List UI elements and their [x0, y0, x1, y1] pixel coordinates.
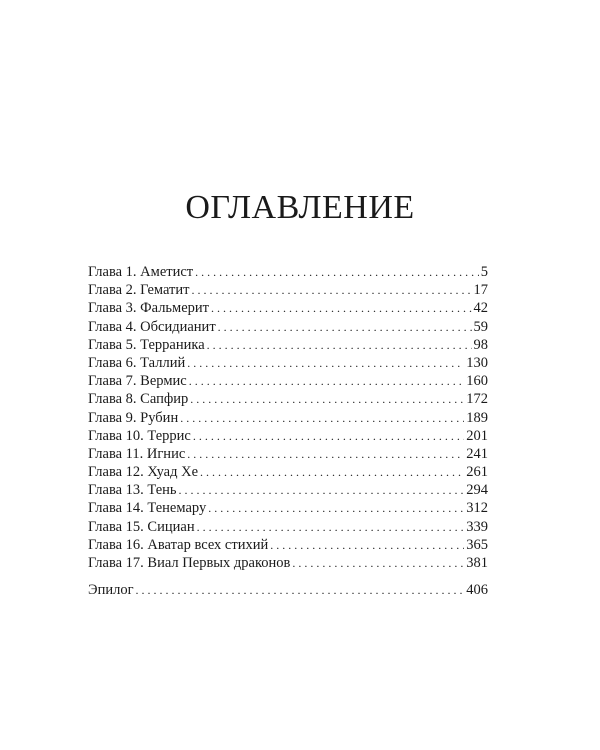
toc-entry-page: 312: [466, 500, 488, 517]
toc-entry: [88, 536, 488, 554]
toc-entry-label: Глава 10. Террис: [88, 427, 191, 444]
toc-entry: [88, 445, 488, 463]
toc-entry-label: Глава 2. Гематит: [88, 282, 190, 299]
toc-entry-label: Глава 8. Сапфир: [88, 391, 189, 408]
toc-entry-page: 241: [466, 445, 488, 462]
toc-entry-page: 339: [466, 518, 488, 535]
toc-list: [88, 263, 488, 572]
dot-leader: [193, 427, 464, 445]
toc-entry-page: 261: [466, 464, 488, 481]
dot-leader: [207, 336, 472, 354]
dot-leader: [136, 581, 465, 599]
toc-entry-page: 17: [473, 282, 488, 299]
dot-leader: [270, 536, 464, 554]
toc-entry: [88, 427, 488, 445]
dot-leader: [187, 445, 464, 463]
dot-leader: [191, 281, 471, 299]
dot-leader: [292, 554, 464, 572]
dot-leader: [197, 518, 465, 536]
toc-entry: [88, 281, 488, 299]
toc-entry-label: Эпилог: [88, 582, 134, 598]
toc-entry: [88, 499, 488, 517]
toc-entry-label: Глава 7. Вермис: [88, 373, 187, 390]
toc-entry: [88, 463, 488, 481]
toc-entry-label: Глава 16. Аватар всех стихий: [88, 536, 269, 553]
toc-entry-label: Глава 15. Сициан: [88, 518, 195, 535]
toc-entry-epilogue: [88, 581, 488, 599]
toc-entry-page: 381: [466, 555, 488, 571]
dot-leader: [189, 372, 465, 390]
toc-entry: [88, 518, 488, 536]
toc-entry: [88, 554, 488, 572]
toc-entry: [88, 263, 488, 281]
toc-entry-page: 189: [466, 409, 488, 426]
toc-entry-page: 172: [466, 391, 488, 408]
dot-leader: [190, 390, 464, 408]
toc-entry-page: 59: [473, 318, 488, 335]
toc-entry-label: Глава 5. Терраника: [88, 336, 205, 353]
toc-entry: [88, 481, 488, 499]
toc-entry-label: Глава 17. Виал Первых драконов: [88, 555, 291, 571]
page-title: ОГЛАВЛЕНИЕ: [185, 189, 415, 226]
toc-entry: [88, 372, 488, 390]
dot-leader: [180, 409, 464, 427]
toc-entry-page: 201: [466, 427, 488, 444]
dot-leader: [218, 318, 472, 336]
dot-leader: [211, 299, 471, 317]
dot-leader: [200, 463, 464, 481]
toc-entry-page: 98: [473, 336, 488, 353]
toc-entry-page: 5: [480, 264, 488, 280]
toc-entry-label: Глава 9. Рубин: [88, 409, 179, 426]
toc-entry-page: 365: [466, 536, 488, 553]
toc-entry-page: 130: [466, 354, 488, 371]
toc-entry-page: 406: [466, 582, 488, 598]
toc-entry-page: 42: [473, 300, 488, 317]
toc-entry-label: Глава 12. Хуад Хе: [88, 464, 199, 481]
toc-entry-label: Глава 6. Таллий: [88, 354, 186, 371]
toc-entry: [88, 318, 488, 336]
dot-leader: [208, 499, 464, 517]
toc-entry-page: 294: [466, 482, 488, 499]
toc-entry-label: Глава 3. Фальмерит: [88, 300, 210, 317]
toc-entry-label: Глава 4. Обсидианит: [88, 318, 216, 335]
dot-leader: [179, 481, 465, 499]
toc-entry: [88, 390, 488, 408]
toc-entry: [88, 336, 488, 354]
toc-entry-label: Глава 11. Игнис: [88, 445, 186, 462]
toc-entry: [88, 409, 488, 427]
dot-leader: [195, 263, 479, 281]
dot-leader: [187, 354, 464, 372]
toc-entry: [88, 354, 488, 372]
toc-entry-page: 160: [466, 373, 488, 390]
toc-entry: [88, 299, 488, 317]
toc-entry-label: Глава 14. Тенемару: [88, 500, 207, 517]
toc-entry-label: Глава 1. Аметист: [88, 264, 194, 280]
toc-entry-label: Глава 13. Тень: [88, 482, 177, 499]
